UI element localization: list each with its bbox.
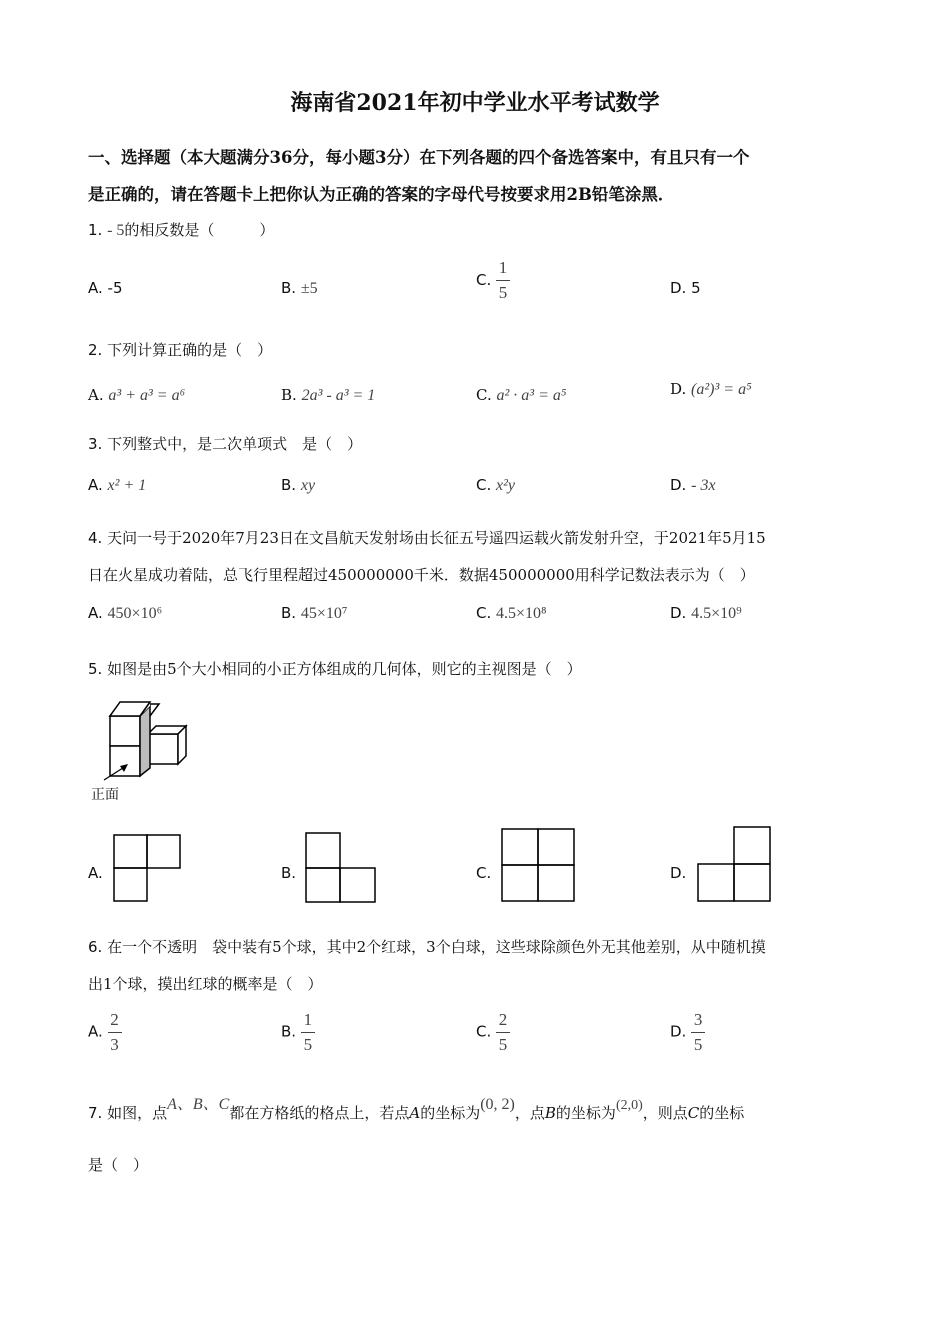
- section-instructions-line1: 一、选择题（本大题满分36分，每小题3分）在下列各题的四个备选答案中，有且只有一个: [88, 148, 750, 167]
- point-c: C: [687, 1104, 700, 1122]
- option-d[interactable]: D. 5: [670, 279, 701, 297]
- option-c[interactable]: C. $\frac{2}{5}$: [476, 1008, 510, 1057]
- question-4: [88, 527, 766, 548]
- option-a[interactable]: A. $\frac{2}{3}$: [88, 1008, 122, 1057]
- option-b[interactable]: B. 45×10⁷: [281, 604, 348, 622]
- section-instructions-line2: 是正确的，请在答题卡上把你认为正确的答案的字母代号按要求用2B铅笔涂黑．: [88, 185, 675, 204]
- page-title: 海南省2021年初中学业水平考试数学: [290, 90, 660, 116]
- coord-b: (2,0): [615, 1098, 643, 1113]
- option-value: - 3x: [691, 477, 716, 494]
- question-text: 如图，点: [107, 1104, 168, 1122]
- option-c[interactable]: C. $\frac{1}{5}$: [476, 256, 510, 305]
- fraction: $\frac{3}{5}$: [691, 1008, 705, 1057]
- option-value: x² + 1: [107, 477, 147, 494]
- question-text: 的坐标为: [420, 1104, 481, 1122]
- question-text: ，则点: [642, 1104, 688, 1122]
- question-5: [88, 658, 582, 679]
- option-value: 4.5×10⁸: [496, 605, 547, 622]
- question-text: 的坐标为: [555, 1104, 616, 1122]
- fraction: $\frac{1}{5}$: [301, 1008, 315, 1057]
- option-value: -5: [107, 279, 123, 297]
- coord-a: (0, 2): [480, 1096, 515, 1113]
- option-c[interactable]: C. a² · a³ = a⁵: [476, 386, 567, 404]
- option-value: 4.5×10⁹: [691, 605, 742, 622]
- option-a[interactable]: A. x² + 1: [88, 476, 147, 494]
- option-b-figure: [305, 832, 377, 904]
- option-c[interactable]: C. 4.5×10⁸: [476, 604, 547, 622]
- question-text: 的坐标: [699, 1104, 745, 1122]
- option-value: xy: [300, 477, 316, 494]
- fraction: $\frac{2}{3}$: [108, 1008, 122, 1057]
- option-value: ±5: [300, 280, 318, 297]
- question-number: 6.: [88, 938, 103, 956]
- option-a-figure: [113, 834, 183, 904]
- option-b[interactable]: B. 2a³ - a³ = 1: [281, 386, 376, 404]
- question-text: ，点: [514, 1104, 545, 1122]
- option-a[interactable]: A. a³ + a³ = a⁶: [88, 386, 186, 404]
- option-value: 45×10⁷: [300, 605, 348, 622]
- option-value: x²y: [496, 477, 516, 494]
- question-text: 下列整式中，是二次单项式 是（ ）: [107, 435, 363, 453]
- option-value: (a²)³ = a⁵: [691, 381, 752, 398]
- option-a[interactable]: A. 450×10⁶: [88, 604, 163, 622]
- question-text-line1: 在一个不透明 袋中装有5个球，其中2个红球，3个白球，这些球除颜色外无其他差别，从中随机摸: [107, 938, 766, 956]
- option-value: 5: [691, 279, 701, 297]
- question-number: 3.: [88, 435, 103, 453]
- math-expression: - 5: [107, 222, 125, 239]
- option-a[interactable]: A. -5: [88, 279, 123, 297]
- fraction: $\frac{1}{5}$: [496, 256, 510, 305]
- question-text: 下列计算正确的是（ ）: [107, 341, 273, 359]
- option-value: a² · a³ = a⁵: [496, 387, 567, 404]
- option-d[interactable]: D. (a²)³ = a⁵: [670, 380, 752, 398]
- option-a-label[interactable]: A.: [88, 864, 103, 882]
- option-c-label[interactable]: C.: [476, 864, 492, 882]
- front-label: 正面: [91, 787, 119, 803]
- question-text-line1: 天问一号于2020年7月23日在文昌航天发射场由长征五号遥四运载火箭发射升空，于2021年5月15: [107, 529, 766, 547]
- points-label: A、B、C: [167, 1096, 230, 1113]
- question-text: 都在方格纸的格点上，若点: [229, 1104, 410, 1122]
- option-b[interactable]: B. $\frac{1}{5}$: [281, 1008, 315, 1057]
- option-d-figure: [697, 826, 773, 904]
- question-text: 如图是由5个大小相同的小正方体组成的几何体，则它的主视图是（ ）: [107, 660, 582, 678]
- option-value: 450×10⁶: [107, 605, 163, 622]
- question-number: 7.: [88, 1104, 103, 1122]
- point-a: A: [409, 1104, 421, 1122]
- option-b-label[interactable]: B.: [281, 864, 297, 882]
- option-value: a³ + a³ = a⁶: [108, 387, 186, 404]
- option-d-label[interactable]: D.: [670, 864, 687, 882]
- question-number: 2.: [88, 341, 103, 359]
- question-6: [88, 936, 766, 957]
- question-4-line2: 日在火星成功着陆，总飞行里程超过450000000千米．数据450000000用科学记数法表示为（ ）: [88, 566, 755, 584]
- option-d[interactable]: D. $\frac{3}{5}$: [670, 1008, 705, 1057]
- fraction: $\frac{2}{5}$: [496, 1008, 510, 1057]
- question-number: 1.: [88, 221, 103, 239]
- question-7-line2: 是（ ）: [88, 1156, 149, 1174]
- question-3: [88, 433, 362, 454]
- question-1: [88, 219, 274, 240]
- question-2: [88, 339, 272, 360]
- option-d[interactable]: D. 4.5×10⁹: [670, 604, 742, 622]
- option-b[interactable]: B. ±5: [281, 279, 318, 297]
- question-text: 的相反数是（ ）: [124, 221, 275, 239]
- option-d[interactable]: D. - 3x: [670, 476, 716, 494]
- option-c[interactable]: C. x²y: [476, 476, 516, 494]
- point-b: B: [544, 1104, 556, 1122]
- question-6-line2: 出1个球，摸出红球的概率是（ ）: [88, 975, 323, 993]
- question-number: 4.: [88, 529, 103, 547]
- option-c-figure: [501, 828, 577, 904]
- option-value: 2a³ - a³ = 1: [301, 387, 376, 404]
- question-number: 5.: [88, 660, 103, 678]
- question-7: [88, 1096, 745, 1123]
- option-b[interactable]: B. xy: [281, 476, 316, 494]
